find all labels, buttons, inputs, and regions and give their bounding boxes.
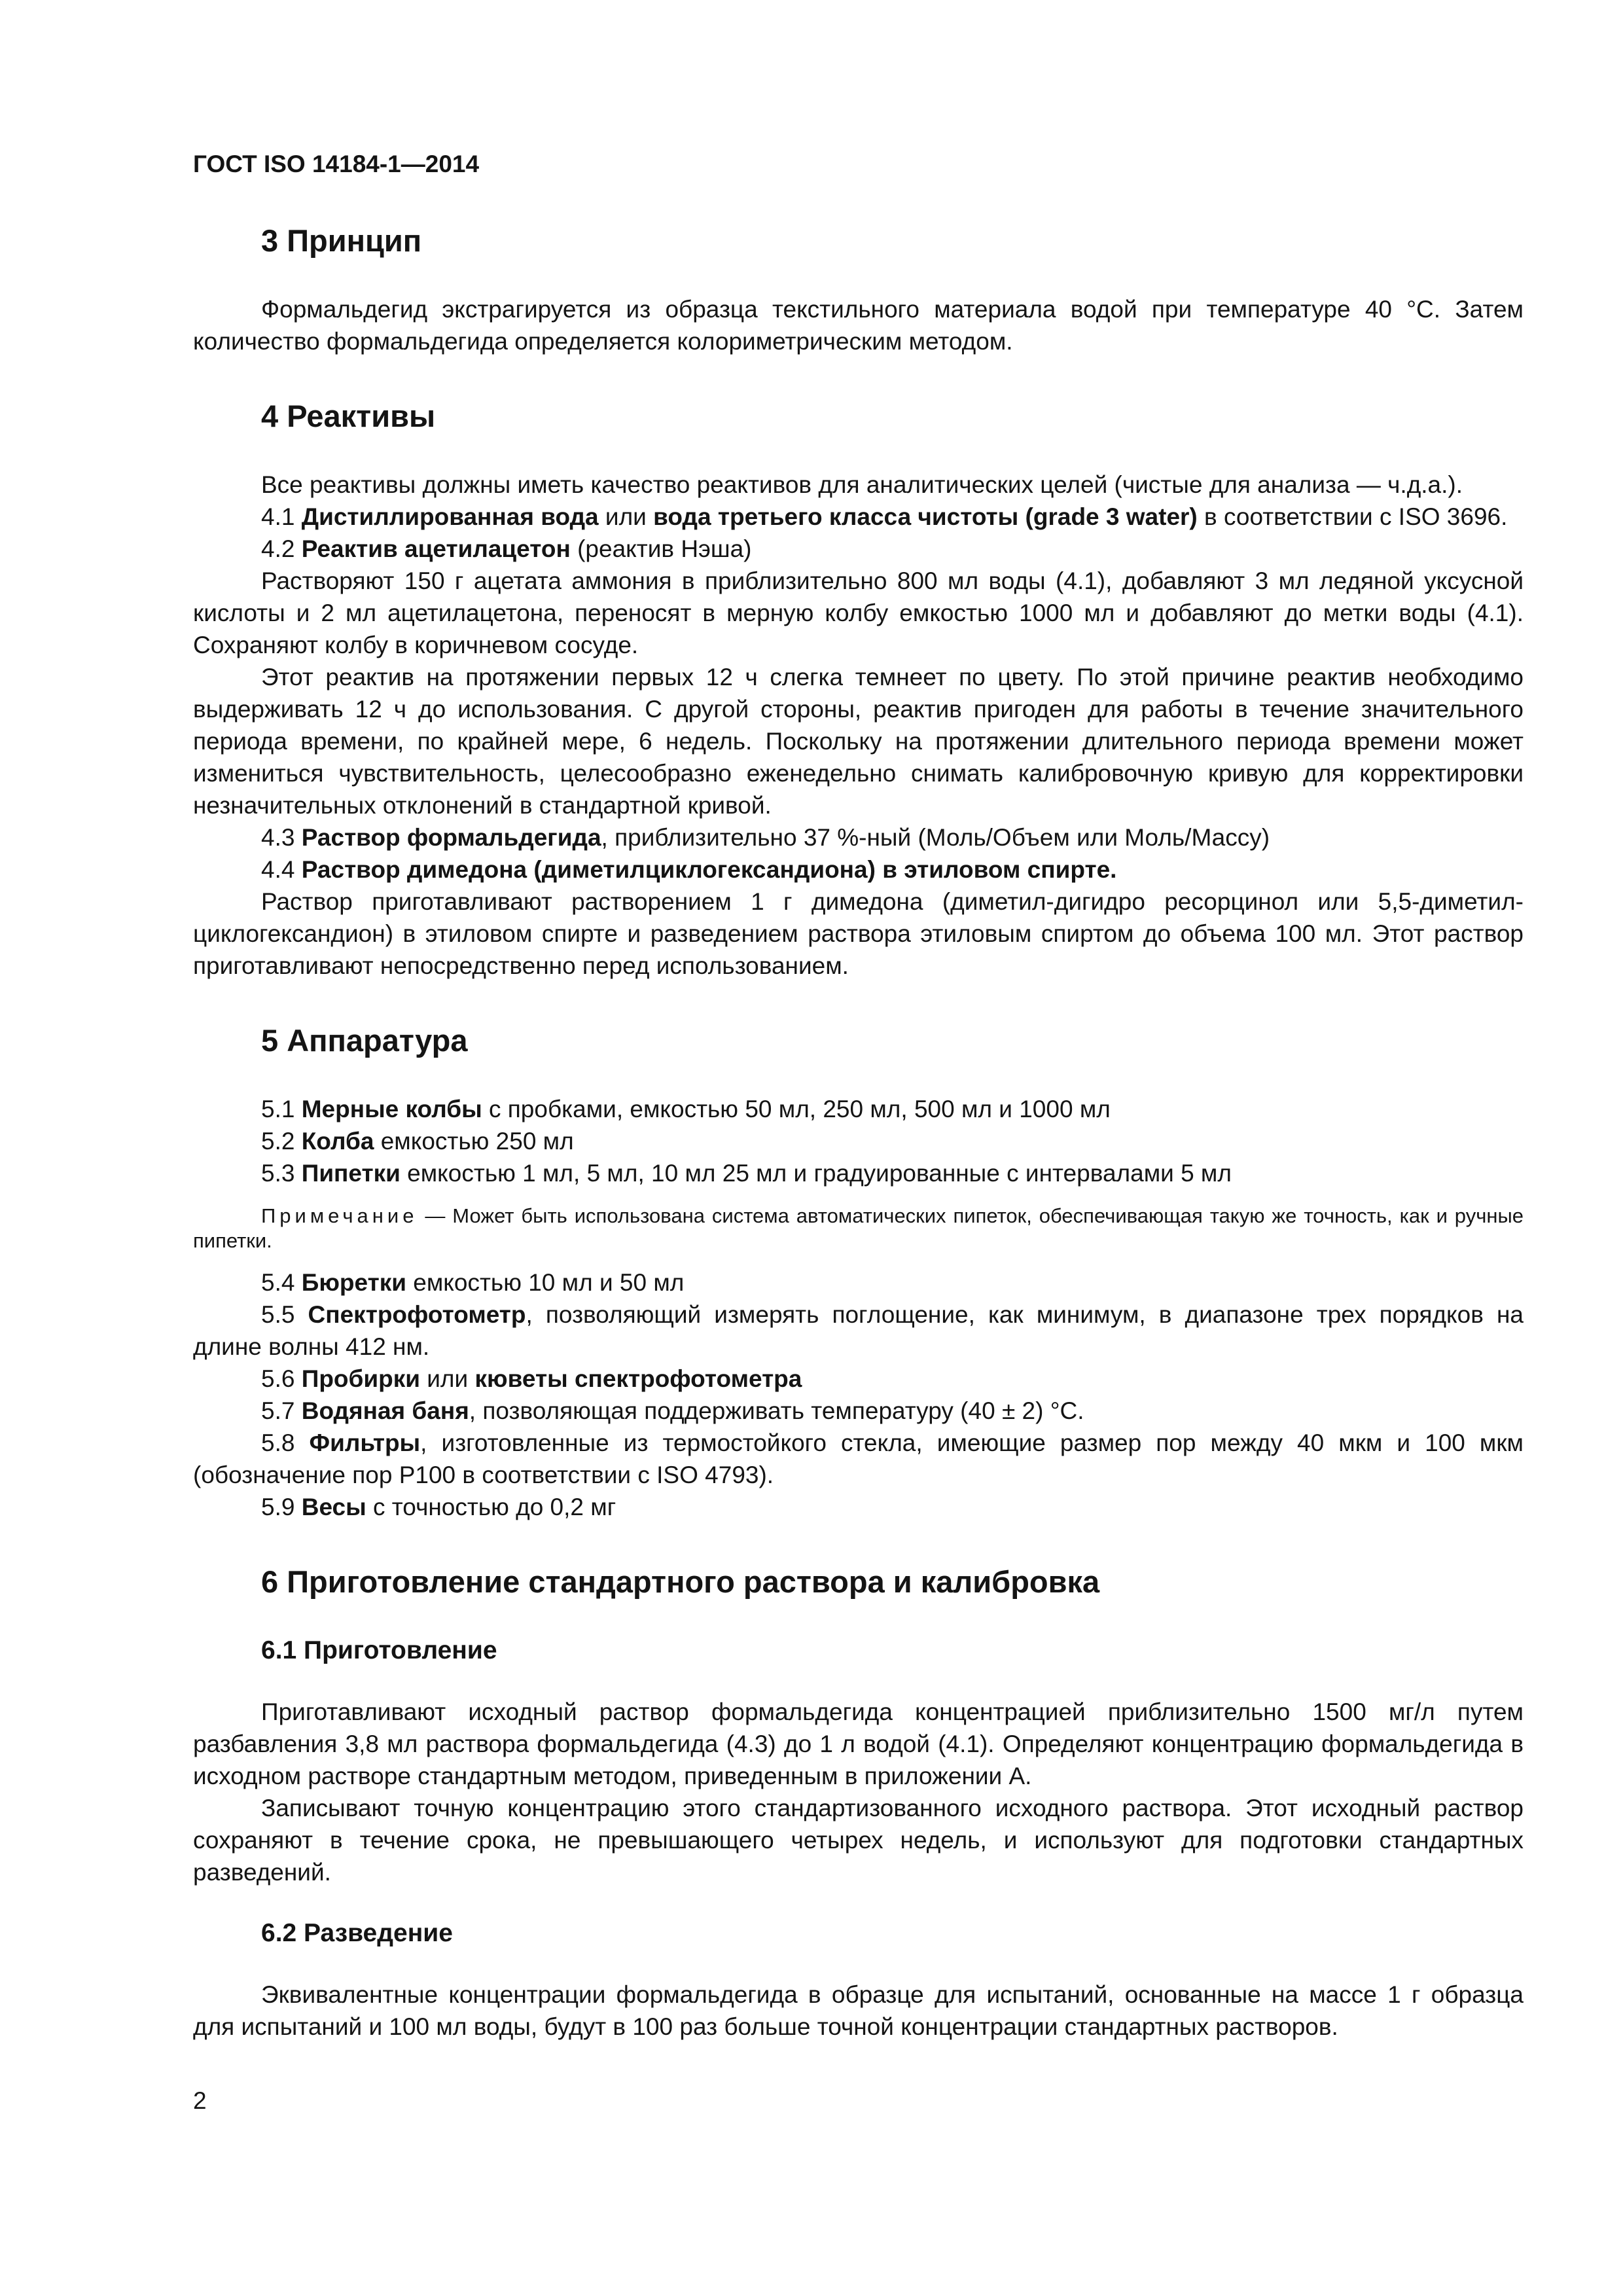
subsection-heading: 6.2 Разведение — [261, 1919, 453, 1947]
item-5-7: 5.7 Водяная баня, позволяющая поддерживать температуру (40 ± 2) °С. — [261, 1397, 1084, 1424]
item-5-4: 5.4 Бюретки емкостью 10 мл и 50 мл — [261, 1269, 685, 1296]
document-id-header: ГОСТ ISO 14184-1—2014 — [193, 151, 480, 177]
paragraph: Все реактивы должны иметь качество реактивов для аналитических целей (чистые для анализа — ч.д.а.). — [261, 471, 1463, 498]
paragraph: Раствор приготавливают растворением 1 г димедона (диметил-дигидро ресорцинол или 5,5-диметил-циклогександион) в этиловом спирте и разведением раствора этиловым спиртом до объема 100 мл. Этот раствор приготавливают непосредственно перед использованием. — [193, 888, 1524, 979]
paragraph: Этот реактив на протяжении первых 12 ч слегка темнеет по цвету. По этой причине реактив необходимо выдерживать 12 ч до использования. С другой стороны, реактив пригоден для работы в течение значительного периода времени, по крайней мере, 6 недель. Поскольку на протяжении длительного периода времени может измениться чувствительность, целесообразно еженедельно снимать калибровочную кривую для корректировки незначительных отклонений в стандартной кривой. — [193, 664, 1524, 819]
item-5-1: 5.1 Мерные колбы с пробками, емкостью 50 мл, 250 мл, 500 мл и 1000 мл — [261, 1096, 1111, 1122]
section-heading: 4 Реактивы — [261, 399, 436, 433]
paragraph: Записывают точную концентрацию этого стандартизованного исходного раствора. Этот исходный раствор сохраняют в течение срока, не превышающего четырех недель, и используют для подготовки стандартных разведений. — [193, 1795, 1524, 1886]
paragraph: Формальдегид экстрагируется из образца текстильного материала водой при температуре 40 °С. Затем количество формальдегида определяется колориметрическим методом. — [193, 296, 1524, 355]
item-4-2: 4.2 Реактив ацетилацетон (реактив Нэша) — [261, 535, 752, 562]
item-4-3: 4.3 Раствор формальдегида, приблизительно 37 %-ный (Моль/Объем или Моль/Массу) — [261, 824, 1270, 851]
paragraph: Приготавливают исходный раствор формальдегида концентрацией приблизительно 1500 мг/л путем разбавления 3,8 мл раствора формальдегида (4.3) до 1 л водой (4.1). Определяют концентрацию формальдегида в исходном растворе стандартным методом, приведенным в приложении А. — [193, 1698, 1524, 1789]
document-body — [193, 223, 1524, 2043]
page-number: 2 — [193, 2087, 207, 2114]
item-5-6: 5.6 Пробирки или кюветы спектрофотометра — [261, 1365, 802, 1392]
note — [193, 1204, 1524, 1253]
section-heading: 6 Приготовление стандартного раствора и калибровка — [261, 1564, 1100, 1599]
item-5-8: 5.8 Фильтры, изготовленные из термостойкого стекла, имеющие размер пор между 40 мкм и 100 мкм (обозначение пор Р100 в соответствии с ISO 4793). — [193, 1429, 1524, 1488]
item-5-3: 5.3 Пипетки емкостью 1 мл, 5 мл, 10 мл 25 мл и градуированные с интервалами 5 мл — [261, 1160, 1232, 1187]
document-page — [193, 0, 1524, 2296]
item-4-4: 4.4 Раствор димедона (диметилциклогександиона) в этиловом спирте. — [261, 856, 1117, 883]
paragraph: Растворяют 150 г ацетата аммония в приблизительно 800 мл воды (4.1), добавляют 3 мл ледяной уксусной кислоты и 2 мл ацетилацетона, переносят в мерную колбу емкостью 1000 мл и добавляют до метки воды (4.1). Сохраняют колбу в коричневом сосуде. — [193, 567, 1524, 658]
item-5-5: 5.5 Спектрофотометр, позволяющий измерять поглощение, как минимум, в диапазоне трех порядков на длине волны 412 нм. — [193, 1301, 1524, 1360]
paragraph: Эквивалентные концентрации формальдегида в образце для испытаний, основанные на массе 1 г образца для испытаний и 100 мл воды, будут в 100 раз больше точной концентрации стандартных растворов. — [193, 1981, 1524, 2040]
note-label: Примечание — [261, 1204, 418, 1227]
note-text: — Может быть использована система автоматических пипеток, обеспечивающая такую же точность, как и ручные пипетки. — [193, 1204, 1524, 1252]
section-standard-solution — [193, 1564, 1524, 2043]
item-5-2: 5.2 Колба емкостью 250 мл — [261, 1128, 574, 1155]
section-heading: 5 Аппаратура — [261, 1023, 468, 1058]
section-principle — [193, 223, 1524, 357]
item-5-9: 5.9 Весы с точностью до 0,2 мг — [261, 1494, 616, 1520]
section-heading: 3 Принцип — [261, 223, 422, 258]
subsection-heading: 6.1 Приготовление — [261, 1636, 497, 1664]
section-reagents — [193, 398, 1524, 982]
item-4-1: 4.1 Дистиллированная вода или вода третьего класса чистоты (grade 3 water) в соответствии с ISO 3696. — [261, 503, 1508, 530]
section-apparatus — [193, 1022, 1524, 1523]
